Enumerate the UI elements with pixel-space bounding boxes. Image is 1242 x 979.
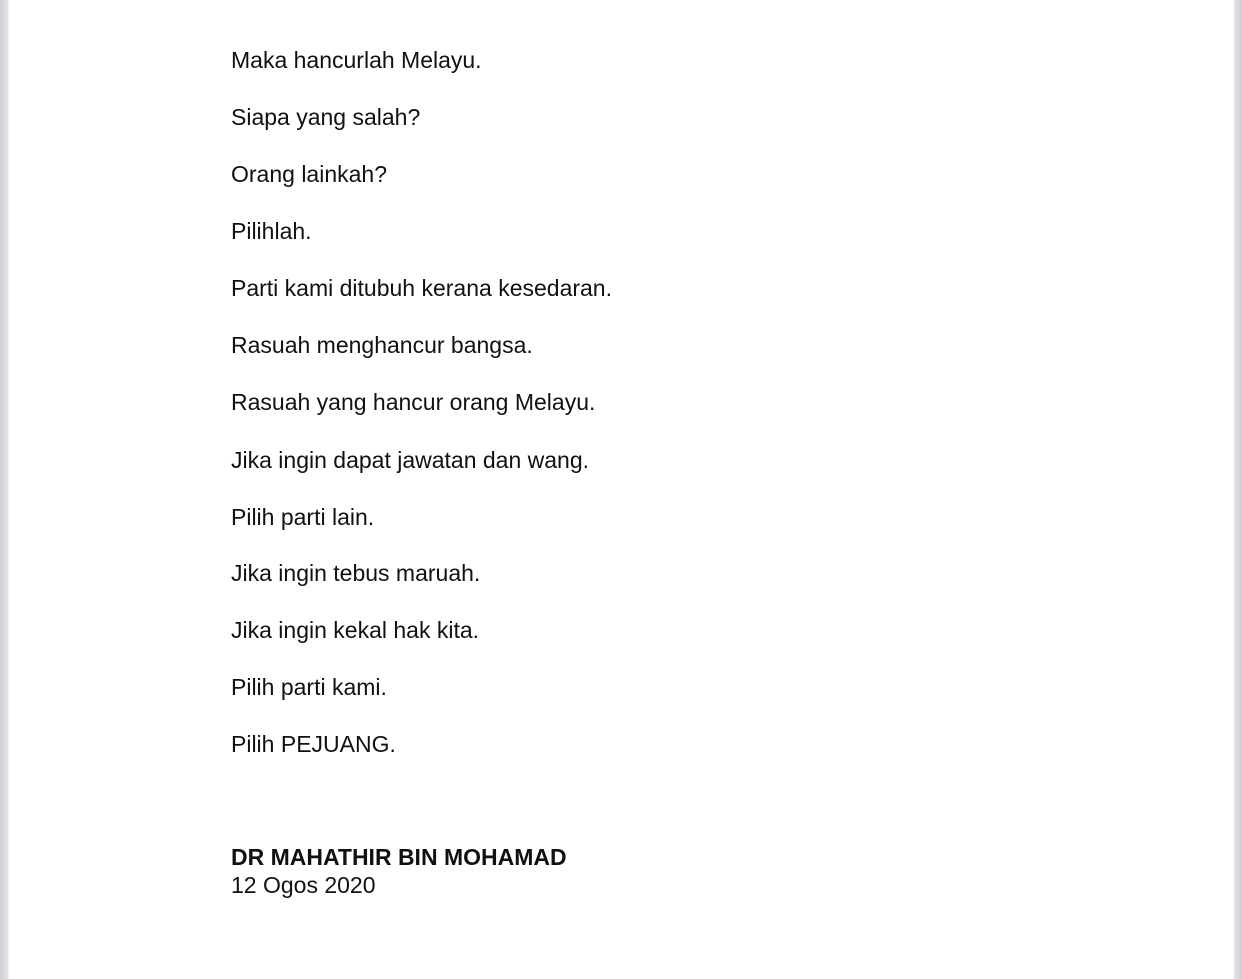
statement-line: Siapa yang salah?: [231, 104, 421, 130]
statement-line: Pilih PEJUANG.: [231, 731, 396, 757]
statement-line: Rasuah yang hancur orang Melayu.: [231, 389, 596, 415]
statement-line: Pilih parti lain.: [231, 504, 375, 530]
statement-line: Parti kami ditubuh kerana kesedaran.: [231, 275, 612, 301]
statement-line: Jika ingin kekal hak kita.: [231, 617, 480, 643]
statement-date: 12 Ogos 2020: [231, 872, 376, 898]
signature-block: [231, 843, 567, 899]
statement-line: Jika ingin dapat jawatan dan wang.: [231, 447, 590, 473]
statement-line: Rasuah menghancur bangsa.: [231, 332, 533, 358]
statement-line: Pilih parti kami.: [231, 674, 387, 700]
signatory-name: DR MAHATHIR BIN MOHAMAD: [231, 844, 567, 870]
statement-line: Maka hancurlah Melayu.: [231, 47, 482, 73]
statement-line: Pilihlah.: [231, 218, 312, 244]
statement-line: Jika ingin tebus maruah.: [231, 560, 481, 586]
statement-line: Orang lainkah?: [231, 161, 387, 187]
document-page: [9, 0, 1234, 979]
